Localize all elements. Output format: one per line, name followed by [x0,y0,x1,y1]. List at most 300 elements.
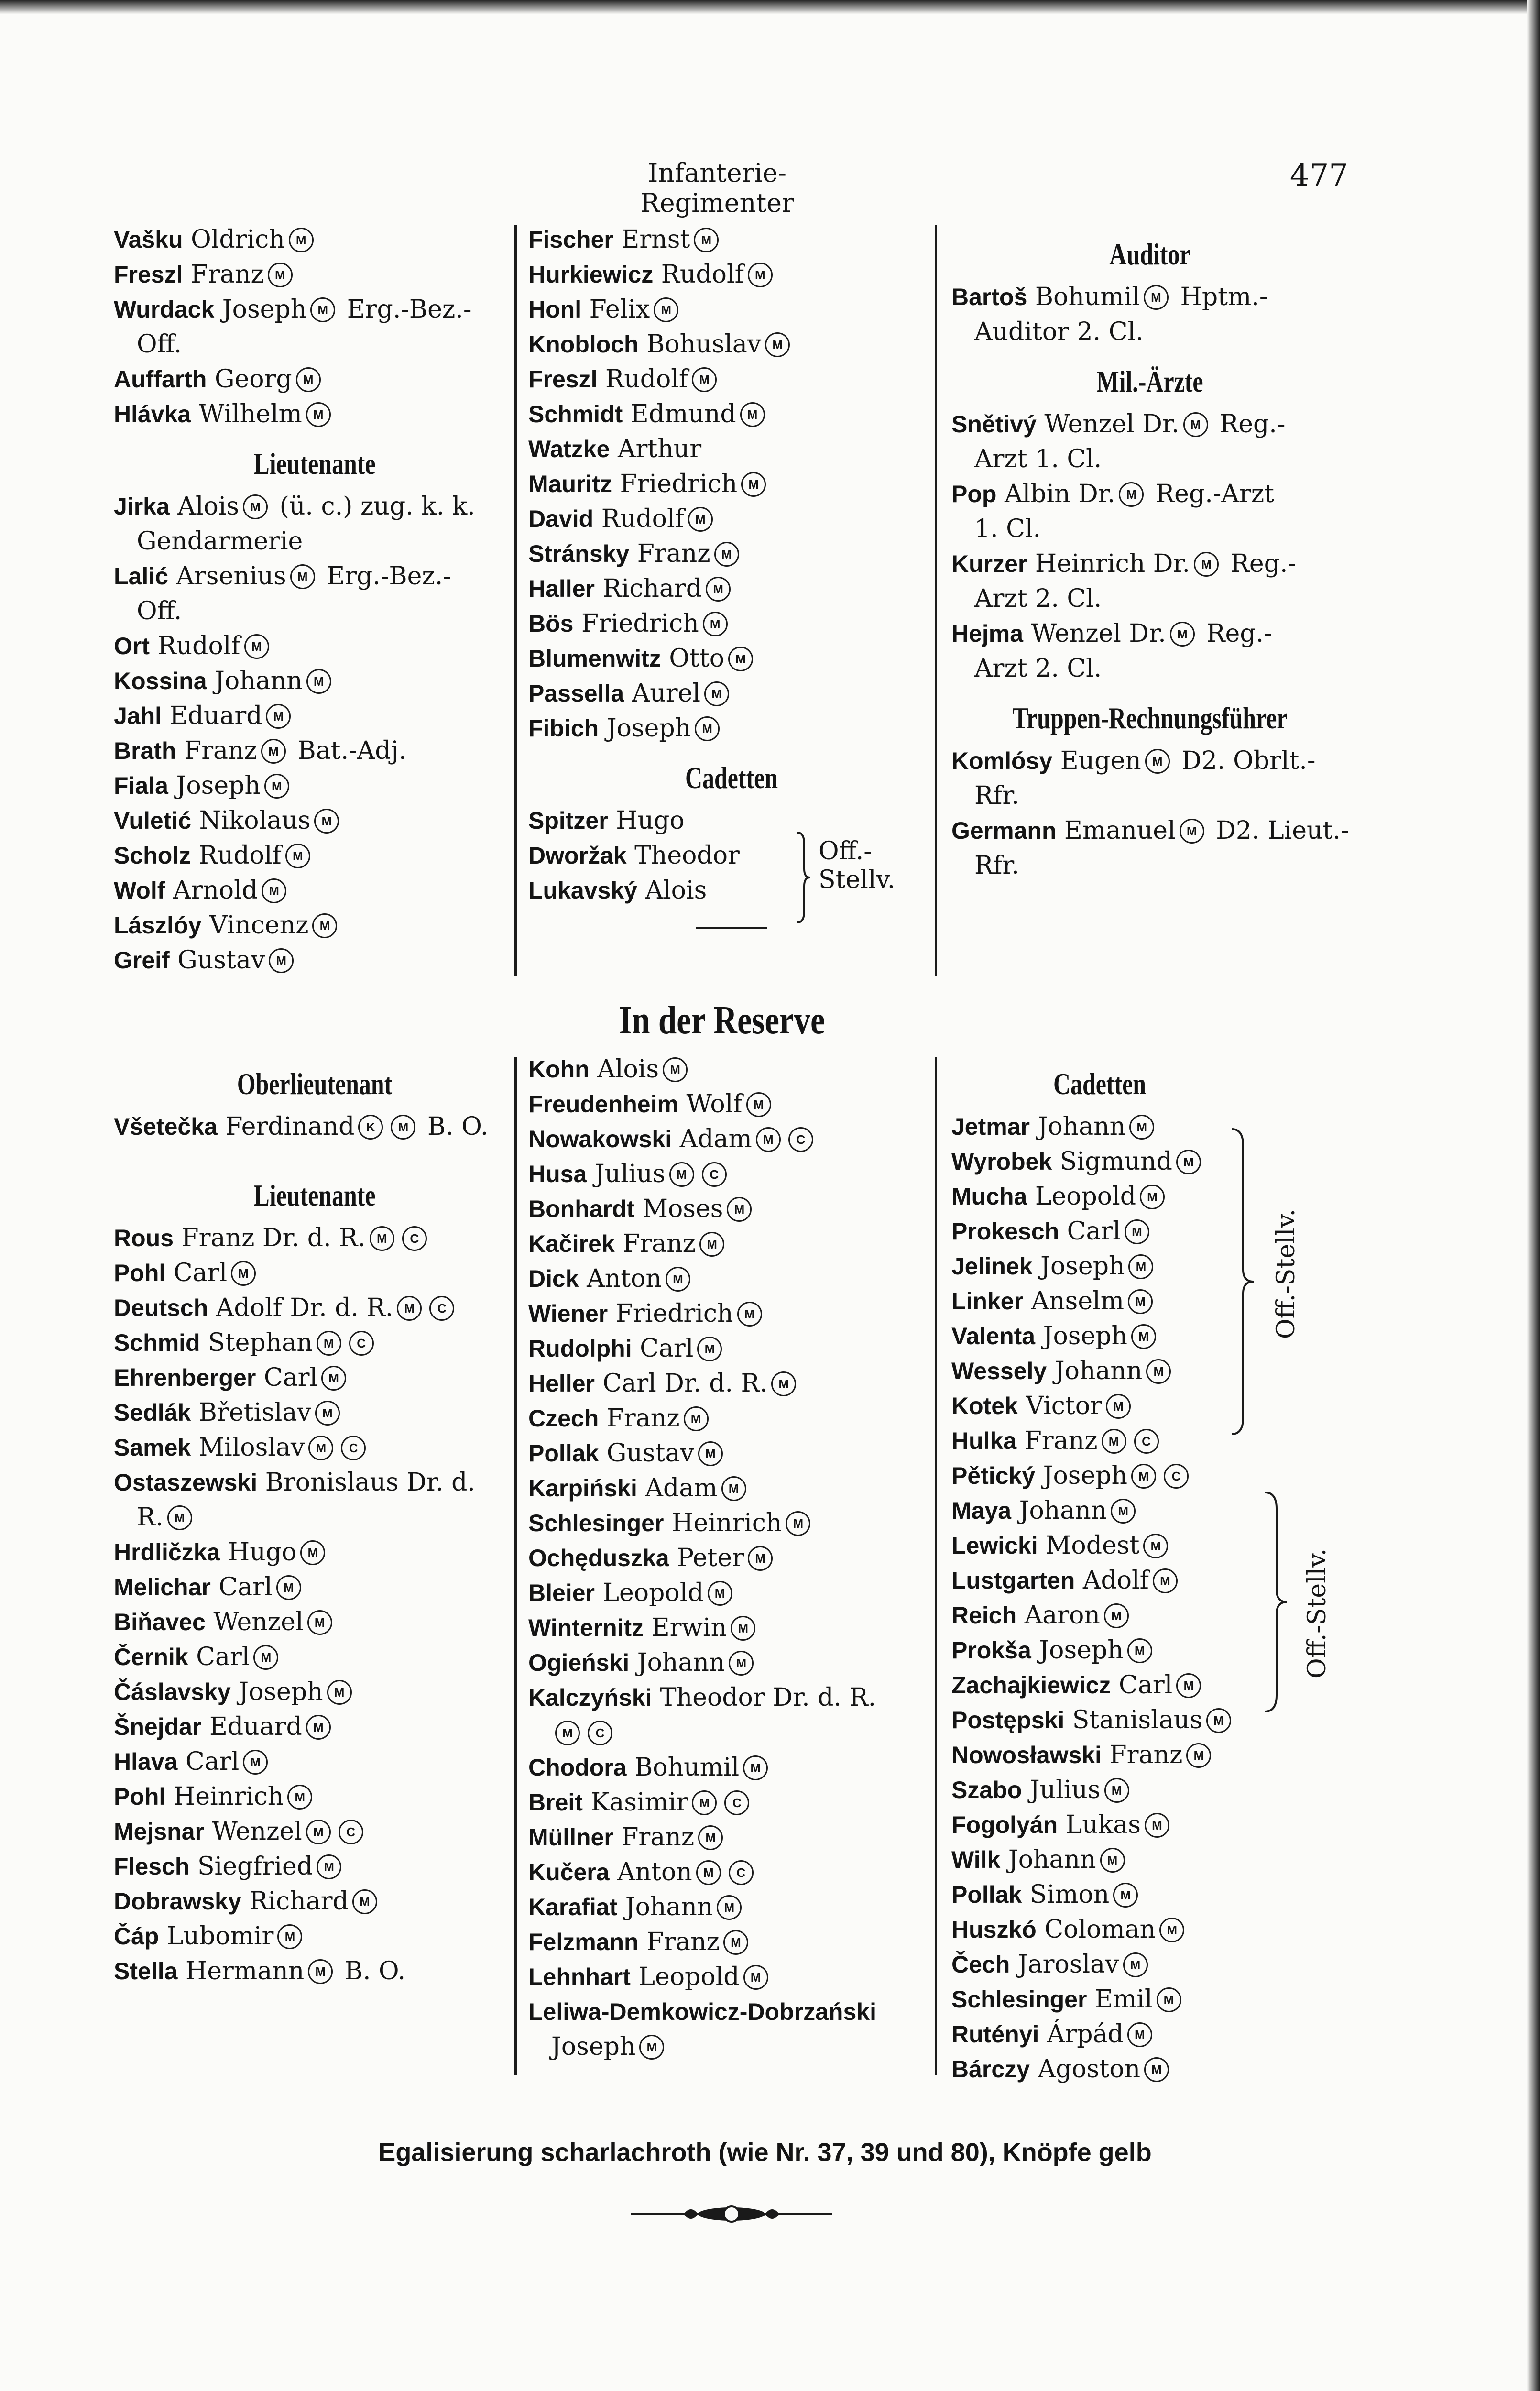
given-name: Hugo [616,806,685,835]
roster-entry [951,1284,1248,1319]
roster-entry [951,1982,1248,2017]
order-m-icon: M [315,1401,340,1426]
roster-entry [528,1820,935,1855]
roster-entry [528,327,935,362]
surname: Huszkó [951,1916,1037,1943]
given-name: Eduard [169,702,262,730]
given-name: Břetislav [198,1398,311,1427]
roster-entry [951,1563,1248,1598]
given-name: Lukas [1065,1810,1141,1839]
surname: Szabo [951,1777,1022,1803]
given-name: Sigmund [1059,1147,1172,1176]
order-m-icon: M [1186,1743,1211,1768]
roster-entry [951,1214,1248,1249]
given-name: Franz [621,1823,695,1852]
order-m-icon: M [310,297,335,322]
continuation-text: 1. Cl. [974,515,1041,543]
roster-entry [528,1785,935,1820]
order-m-icon: M [786,1511,810,1536]
section-end-rule [696,927,767,929]
given-name: Julius [1029,1776,1101,1804]
surname: Čáp [114,1923,159,1950]
roster-entry [528,397,935,432]
section-heading: Lieutenante [253,447,376,481]
surname: Čech [951,1951,1010,1978]
roster-entry [528,1261,935,1296]
surname: Spitzer [528,807,608,834]
surname: Hulka [951,1427,1017,1454]
order-m-icon: M [684,1406,709,1431]
given-name: Albin Dr. [1004,480,1115,508]
given-name: Johann [1054,1357,1143,1385]
roster-entry [114,1395,515,1430]
surname: Breit [528,1789,583,1816]
surname: Dworžak [528,842,627,869]
given-name: Stanislaus [1072,1706,1202,1734]
given-name: Miloslav [198,1433,305,1462]
given-name: Emil [1094,1985,1153,2014]
given-name: Rudolf [601,505,684,533]
given-name: Carl [1119,1671,1173,1700]
given-name: Johann [1038,1112,1126,1141]
given-name: Bohumil [634,1753,740,1782]
order-m-icon: M [1146,1359,1171,1384]
given-name: Carl [1067,1217,1121,1246]
roster-entry [951,1598,1248,1633]
roster-entry [114,1640,515,1675]
roster-entry [528,432,935,467]
given-name: Carl [640,1334,694,1363]
surname: Schlesinger [951,1986,1087,2013]
roster-entry [114,1779,515,1814]
given-name: Siegfried [197,1852,313,1881]
given-name: Anton [587,1264,662,1293]
surname: Kučera [528,1859,610,1886]
order-m-icon: M [352,1889,377,1914]
order-m-icon: M [1104,1603,1129,1628]
order-m-icon: M [1206,1708,1231,1733]
given-name: Heinrich [671,1509,782,1537]
surname: Lászlóy [114,912,202,939]
roster-entry [114,1744,515,1779]
roster-entry [528,1855,935,1890]
roster-entry [951,547,1348,581]
offstellv-label-1: Off.-Stellv. [1272,1208,1300,1339]
roster-entry [528,1227,935,1261]
order-m-icon: M [695,716,720,741]
given-name: Joseph [1039,1636,1124,1665]
cadetten-brace-note [819,837,895,894]
roster-entry [951,1179,1248,1214]
order-m-icon: M [287,1785,312,1810]
order-m-icon: M [1113,1883,1138,1908]
surname: Valenta [951,1323,1036,1349]
roster-entry [528,1401,935,1436]
given-name: Adam [679,1125,752,1153]
roster-entry [114,1954,515,1989]
roster-entry [528,1192,935,1227]
roster-entry [528,362,935,397]
surname: Hlava [114,1748,178,1775]
surname: Rutényi [951,2021,1039,2048]
roster-entry [951,1912,1248,1947]
order-m-icon: M [1106,1394,1131,1419]
roster-entry [114,1570,515,1605]
order-m-icon: M [697,1337,722,1361]
given-name: Bohuslav [646,330,762,359]
order-m-icon: M [327,1680,352,1705]
given-name: Johann [1008,1845,1096,1874]
order-m-icon: M [1153,1568,1178,1593]
continuation-text: R. [137,1503,164,1532]
brace-note-line: Off.- [819,837,872,866]
surname: Snětivý [951,411,1037,438]
section-heading: Auditor [1109,237,1190,271]
order-m-icon: M [698,1441,723,1466]
given-name: Franz [191,260,264,289]
roster-entry [114,397,515,432]
roster-entry [528,467,935,502]
continuation-text: Gendarmerie [137,527,303,556]
order-m-icon: M [306,1820,331,1844]
order-m-icon: M [1145,749,1170,774]
surname: Pop [951,481,997,507]
continuation-line [114,594,515,629]
roster-entry [114,1291,515,1326]
order-m-icon: M [669,1162,694,1187]
continuation-line [951,848,1348,883]
given-name: Joseph [606,714,691,743]
given-name: Wenzel Dr. [1044,410,1180,439]
roster-entry [114,1326,515,1360]
roster-entry [114,222,515,257]
roster-entry [528,1087,935,1122]
order-m-icon: M [741,472,766,497]
roster-entry [528,1366,935,1401]
surname: Vuletić [114,807,192,834]
order-m-icon: M [756,1127,781,1152]
surname: Ort [114,633,150,659]
entry-note: Reg.-Arzt [1156,480,1275,508]
given-name: Friedrich [581,609,699,638]
given-name: Adam [645,1474,718,1503]
surname: Šnejdar [114,1713,202,1740]
order-c-icon: C [1164,1464,1189,1489]
surname: Lewicki [951,1532,1038,1559]
given-name: Hermann [185,1957,305,1985]
given-name: Simon [1029,1880,1110,1909]
surname: Ogieński [528,1649,630,1676]
order-m-icon: M [748,1546,773,1571]
surname: Dick [528,1265,579,1292]
entry-note: Bat.-Adj. [297,736,407,765]
roster-entry [114,908,515,943]
ornament-divider-icon [626,2200,837,2228]
given-name: Joseph [176,771,261,800]
roster-entry [528,292,935,327]
given-name: Kasimir [590,1788,688,1817]
section-heading: Mil.-Ärzte [1096,364,1203,398]
order-m-icon: M [1123,1952,1148,1977]
order-m-icon: M [1159,1918,1184,1942]
given-name: Leopold [638,1963,740,1991]
roster-entry [114,1465,515,1500]
given-name: Wilhelm [198,400,302,428]
surname: Bárczy [951,2056,1030,2083]
surname: Biňavec [114,1609,206,1635]
surname: Kalczyński [528,1684,652,1711]
surname: Dobrawsky [114,1888,241,1915]
order-c-icon: C [341,1436,366,1460]
order-m-icon: M [314,809,339,834]
order-c-icon: C [702,1162,727,1187]
order-m-icon: M [277,1924,302,1949]
surname: Ostaszewski [114,1469,258,1496]
roster-entry [951,1633,1248,1668]
scan-top-edge [0,0,1540,14]
entry-note: D2. Lieut.- [1216,816,1349,845]
order-m-icon: M [704,681,729,706]
continuation-text: Arzt 2. Cl. [974,584,1102,613]
surname: Lustgarten [951,1567,1075,1594]
order-c-icon: C [724,1790,749,1815]
continuation-line [114,1500,515,1535]
roster-entry [114,803,515,838]
order-c-icon: C [349,1331,374,1356]
entry-note: B. O. [427,1112,489,1141]
order-m-icon: M [1140,1185,1165,1209]
order-m-icon: M [231,1261,256,1286]
continuation-text: Arzt 2. Cl. [974,654,1102,683]
continuation-text: Rfr. [974,781,1020,810]
surname: Čáslavsky [114,1678,231,1705]
roster-entry [951,1703,1248,1738]
order-m-icon: M [1143,1534,1168,1558]
surname: Wessely [951,1358,1047,1384]
given-name: Wenzel Dr. [1031,619,1166,648]
given-name: Bohumil [1035,283,1140,311]
given-name: Coloman [1044,1915,1156,1944]
surname: Heller [528,1370,595,1397]
surname: Freudenheim [528,1091,678,1118]
order-m-icon: M [771,1371,796,1396]
roster-entry [951,1773,1248,1808]
surname: Husa [528,1161,587,1187]
section-heading: Oberlieutenant [237,1067,393,1101]
surname: Kohn [528,1056,590,1083]
given-name: Alois [645,876,707,905]
roster-entry [951,744,1348,779]
order-m-icon: M [261,739,286,764]
surname: Nowakowski [528,1126,672,1152]
roster-entry [114,768,515,803]
order-m-icon: M [729,1651,754,1676]
given-name: Johann [637,1648,725,1677]
scan-right-edge [1527,0,1540,2391]
order-m-icon: M [1170,622,1195,647]
continuation-text: Arzt 1. Cl. [974,445,1102,473]
order-m-icon: M [1104,1778,1129,1803]
order-m-icon: M [740,402,765,427]
column-1-active [114,222,515,978]
given-name: Franz [623,1229,696,1258]
roster-entry [114,1710,515,1744]
roster-entry [528,537,935,571]
given-name: Aaron [1024,1601,1100,1630]
entry-note: Reg.- [1230,549,1296,578]
continuation-line [528,1715,935,1750]
order-m-icon: M [268,263,293,287]
surname: Haller [528,575,595,602]
order-m-icon: M [703,612,728,636]
column-divider [935,1057,937,2075]
given-name: Adolf Dr. d. R. [216,1294,393,1322]
roster-entry [528,222,935,257]
surname: Bartoš [951,284,1027,310]
surname: Müllner [528,1824,613,1851]
roster-entry [528,1506,935,1541]
continuation-line [114,524,515,559]
surname: Fiala [114,772,168,799]
given-name: Carl [196,1643,250,1671]
order-m-icon: M [296,367,321,392]
given-name: Árpád [1047,2020,1124,2049]
roster-entry [951,477,1348,512]
order-m-icon: M [706,577,731,602]
order-m-icon: M [300,1540,325,1565]
given-name: Hugo [228,1538,297,1567]
section-heading: Lieutenante [253,1178,376,1212]
roster-entry [951,616,1348,651]
spacer [114,1144,515,1163]
roster-entry [114,1535,515,1570]
order-m-icon: M [1131,1324,1156,1349]
order-c-icon: C [429,1296,454,1321]
order-m-icon: M [243,494,268,519]
surname: Kurzer [951,550,1027,577]
continuation-text: Off. [137,597,182,625]
surname: Pohl [114,1783,166,1810]
given-name: Franz Dr. d. R. [181,1224,366,1252]
surname: Stránsky [528,540,630,567]
roster-entry [528,606,935,641]
roster-entry [528,1960,935,1995]
roster-entry [114,1109,515,1144]
order-m-icon: M [717,1895,742,1920]
surname: Brath [114,737,176,764]
roster-entry [114,1919,515,1954]
column-3-reserve [951,1052,1248,2087]
order-m-icon: M [269,948,294,973]
surname: Wiener [528,1300,608,1327]
section-heading: Cadetten [1053,1067,1147,1101]
order-m-icon: M [308,1436,333,1460]
given-name: Rudolf [661,260,744,289]
order-m-icon: M [290,564,315,589]
surname: Rous [114,1225,174,1251]
given-name: Franz [606,1404,680,1433]
order-m-icon: M [698,1825,723,1850]
given-name: Eduard [209,1712,302,1741]
given-name: Theodor [634,841,740,870]
order-m-icon: M [307,1610,332,1635]
given-name: Anselm [1031,1287,1125,1316]
given-name: Franz [637,539,710,568]
given-name: Franz [1024,1426,1098,1455]
surname: Jirka [114,493,170,520]
section-heading: Truppen-Rechnungsführer [1012,701,1288,735]
given-name: Jaroslav [1017,1950,1119,1979]
order-m-icon: M [1125,1219,1149,1244]
roster-entry [528,1925,935,1960]
roster-entry [114,943,515,978]
surname: Hejma [951,620,1024,647]
surname: Melichar [114,1574,211,1601]
roster-entry [114,1849,515,1884]
roster-entry [951,1459,1248,1493]
roster-entry [528,1157,935,1192]
order-m-icon: M [1144,285,1169,310]
order-m-icon: M [692,1790,717,1815]
entry-note: B. O. [344,1957,406,1985]
surname: Czech [528,1405,599,1432]
offstellv-label-2: Off.-Stellv. [1303,1548,1332,1678]
given-name: Carl [185,1747,240,1776]
order-m-icon: M [708,1581,732,1606]
entry-note: Erg.-Bez.- [327,562,451,591]
order-m-icon: M [276,1575,301,1600]
surname: Passella [528,680,624,707]
order-m-icon: M [317,1331,341,1356]
surname: Prokesch [951,1218,1059,1245]
surname: Bleier [528,1579,595,1606]
roster-entry [528,1331,935,1366]
given-name: Victor [1026,1392,1102,1420]
roster-entry [951,1843,1248,1877]
given-name: Joseph [222,295,307,324]
order-m-icon: M [1129,1115,1154,1140]
roster-entry [528,1436,935,1471]
order-m-icon: M [692,367,717,392]
order-m-icon: M [1127,1638,1152,1663]
surname: Zachajkiewicz [951,1672,1111,1699]
continuation-line [951,512,1348,547]
given-name: Friedrich [615,1299,733,1328]
roster-entry [114,257,515,292]
roster-entry [951,2017,1248,2052]
order-m-icon: M [1194,552,1219,577]
roster-entry [114,1430,515,1465]
surname: Flesch [114,1853,190,1880]
roster-entry [951,1808,1248,1843]
order-c-icon: C [588,1721,612,1745]
surname: Postępski [951,1707,1065,1733]
given-name: Joseph [1043,1322,1128,1350]
surname: Rudolphi [528,1335,632,1362]
surname: Leliwa-Demkowicz-Dobrzański [528,1998,876,2025]
order-c-icon: C [339,1820,363,1844]
surname: Prokša [951,1637,1031,1664]
order-m-icon: M [306,669,331,694]
surname: Fibich [528,715,599,742]
given-name: Erwin [651,1613,727,1642]
given-name: Franz [184,736,257,765]
column-divider [514,225,517,976]
continuation-line [951,651,1348,686]
roster-entry [951,1877,1248,1912]
entry-note: Erg.-Bez.- [347,295,472,324]
surname: Pollak [528,1440,599,1467]
